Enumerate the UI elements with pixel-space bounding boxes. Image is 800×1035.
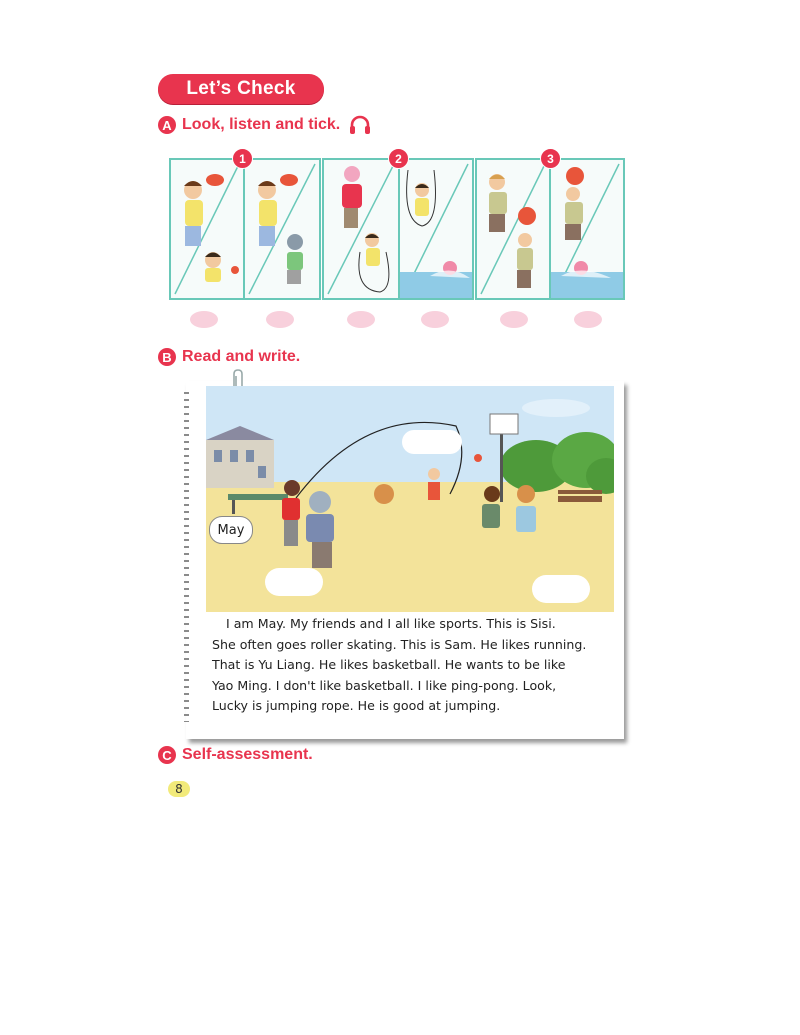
picture-panel-2b — [398, 158, 474, 300]
panel-number-1: 1 — [232, 148, 253, 169]
tick-oval-2b[interactable] — [421, 311, 449, 328]
tick-oval-1b[interactable] — [266, 311, 294, 328]
section-c-letter: C — [158, 746, 176, 764]
section-b-header — [158, 348, 300, 366]
notebook-binding — [184, 392, 189, 722]
may-name-label: May — [209, 516, 253, 544]
passage-line-2: She often goes roller skating. This is Sam. He likes running. — [212, 636, 587, 652]
headphones-icon[interactable] — [348, 115, 372, 135]
picture-panel-1b — [243, 158, 321, 300]
section-a-header — [158, 115, 372, 135]
picture-panel-2a — [322, 158, 400, 300]
name-bubble-right[interactable] — [532, 575, 590, 603]
name-bubble-top[interactable] — [402, 430, 462, 454]
section-a-letter: A — [158, 116, 176, 134]
banner-title: Let’s Check — [186, 78, 296, 99]
page-number-badge: 8 — [168, 781, 190, 797]
passage-line-5: Lucky is jumping rope. He is good at jumping. — [212, 698, 501, 713]
picture-panel-3a — [475, 158, 551, 300]
section-a-title: Look, listen and tick. — [182, 116, 341, 133]
tick-oval-1a[interactable] — [190, 311, 218, 328]
name-bubble-left[interactable] — [265, 568, 323, 596]
passage-line-3: That is Yu Liang. He likes basketball. He wants to be like — [212, 657, 566, 672]
section-b-title: Read and write. — [182, 348, 301, 365]
tick-oval-2a[interactable] — [347, 311, 375, 328]
picture-panel-1a — [169, 158, 245, 300]
section-c-header — [158, 746, 313, 764]
lets-check-banner — [158, 74, 324, 104]
section-c-title: Self-assessment. — [182, 746, 313, 763]
passage-line-1: I am May. My friends and I all like sports. This is Sisi. — [226, 616, 556, 631]
panel-number-3: 3 — [540, 148, 561, 169]
section-b-letter: B — [158, 348, 176, 366]
picture-panel-3b — [549, 158, 625, 300]
passage-line-4: Yao Ming. I don't like basketball. I like ping-pong. Look, — [212, 677, 557, 693]
tick-oval-3a[interactable] — [500, 311, 528, 328]
panel-number-2: 2 — [388, 148, 409, 169]
reading-passage — [212, 614, 612, 717]
tick-oval-3b[interactable] — [574, 311, 602, 328]
